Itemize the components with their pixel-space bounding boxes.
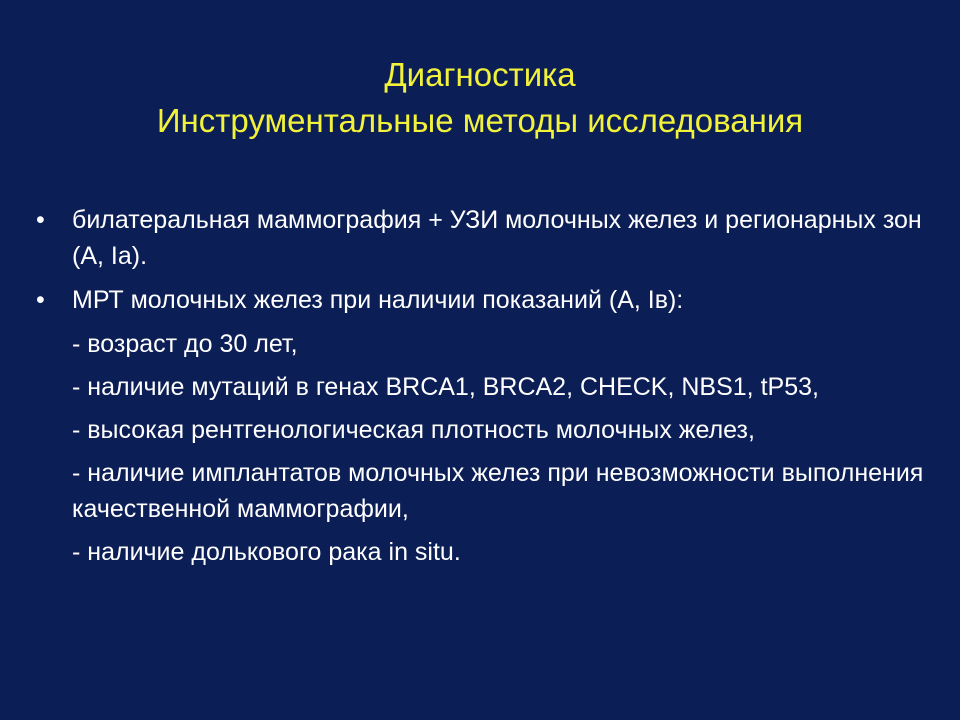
bullet-item-mammography xyxy=(36,202,926,274)
bullet-text: билатеральная маммография + УЗИ молочных желез и регионарных зон (А, Iа). xyxy=(72,206,922,270)
mri-indications-list xyxy=(36,326,926,570)
sub-item-mutations: - наличие мутаций в генах BRCA1, BRCA2, CHECK, NBS1, tP53, xyxy=(72,373,819,401)
sub-item-age: - возраст до 30 лет, xyxy=(72,330,298,358)
sub-item-lobular-cancer: - наличие долькового рака in situ. xyxy=(72,538,461,566)
title-line-2: Инструментальные методы исследования xyxy=(156,102,804,139)
slide-content xyxy=(36,202,926,577)
bullet-icon: • xyxy=(36,286,45,314)
slide-title xyxy=(0,52,960,144)
bullet-item-mri xyxy=(36,282,926,318)
bullet-text: МРТ молочных желез при наличии показаний (А, Iв): xyxy=(72,286,684,314)
sub-item-density: - высокая рентгенологическая плотность молочных желез, xyxy=(72,416,755,444)
title-line-1: Диагностика xyxy=(384,56,576,93)
sub-item-implants: - наличие имплантатов молочных желез при невозможности выполнения качественной маммографии, xyxy=(72,459,924,523)
bullet-icon: • xyxy=(36,206,45,234)
